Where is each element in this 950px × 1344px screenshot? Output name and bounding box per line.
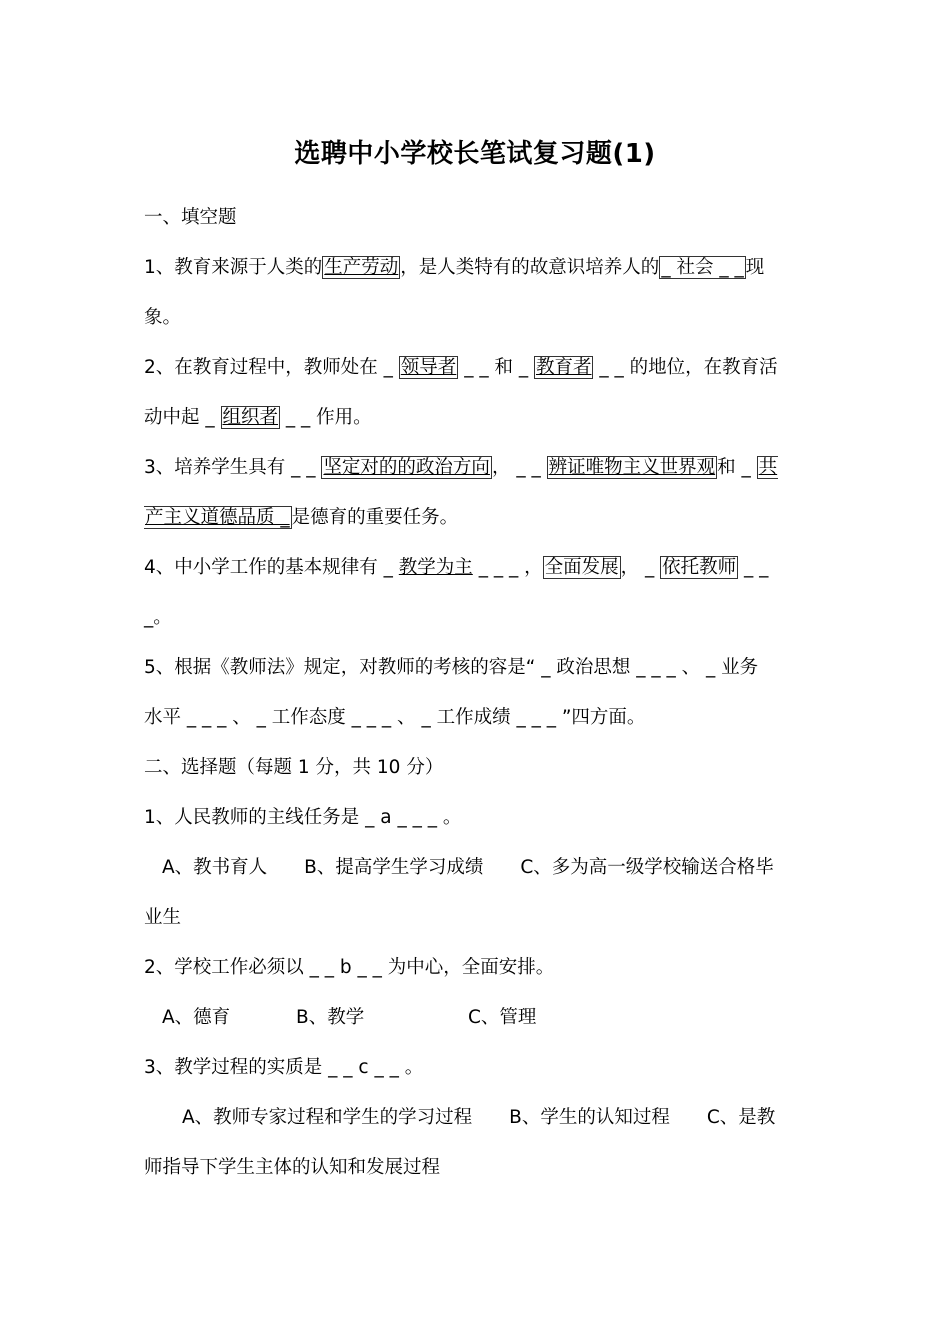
question-text: ，是人类特有的故意识培养人的 <box>400 257 660 278</box>
choice-question-1-stem: 1、人民教师的主线任务是 _ a _ _ _ 。 <box>144 807 462 828</box>
answer-box: 坚定对的的政治方向 <box>323 457 490 478</box>
answer-box: _ 社会 _ _ <box>661 257 744 278</box>
question-5-line-1: 5、根据《教师法》规定，对教师的考核的容是“ _ 政治思想 _ _ _ 、 _ 业务 <box>144 657 759 678</box>
question-text: _ _ <box>738 557 769 578</box>
answer-text: 教学为主 <box>398 557 473 578</box>
answer-box: 全面发展 <box>544 557 619 578</box>
answer-box: 共 <box>758 457 778 478</box>
question-text: 3、培养学生具有 _ _ <box>144 457 322 478</box>
document-title: 选聘中小学校长笔试复习题(1) <box>294 139 656 169</box>
question-text: 是德育的重要任务。 <box>291 507 459 528</box>
question-text: _ _ _ ， <box>472 557 543 578</box>
answer-box: 组织者 <box>222 407 279 428</box>
question-text: _ _ 作用。 <box>280 407 372 428</box>
choice-question-2-option-a: A、德育 <box>162 1007 231 1028</box>
question-text: 现 <box>745 257 765 278</box>
answer-box: 领导者 <box>400 357 457 378</box>
answer-box: 生产劳动 <box>324 257 399 278</box>
question-text: 2、在教育过程中，教师处在 _ <box>144 357 399 378</box>
section-heading-fill-in: 一、填空题 <box>144 207 237 228</box>
question-text: _ _ 的地位，在教育活 <box>593 357 778 378</box>
question-3-line-2 <box>144 504 458 532</box>
choice-question-1-options-cont: 业生 <box>144 907 182 928</box>
question-text: ， _ _ <box>491 457 547 478</box>
question-2-line-2 <box>144 404 372 432</box>
question-5-line-2: 水平 _ _ _ 、 _ 工作态度 _ _ _ 、 _ 工作成绩 _ _ _ ”四方面。 <box>144 707 646 728</box>
choice-question-2-option-b: B、教学 <box>296 1007 365 1028</box>
question-text: _ _ 和 _ <box>458 357 534 378</box>
choice-question-1-options: A、教书育人 B、提高学生学习成绩 C、多为高一级学校输送合格毕 <box>162 857 774 878</box>
question-3-line-1 <box>144 454 778 482</box>
question-4-line-2: _。 <box>144 607 172 628</box>
answer-box: 教育者 <box>535 357 592 378</box>
question-text: 1、教育来源于人类的 <box>144 257 323 278</box>
choice-question-3-options-cont: 师指导下学生主体的认知和发展过程 <box>144 1157 441 1178</box>
question-4-line-1 <box>144 554 768 582</box>
answer-box: 依托教师 <box>662 557 737 578</box>
question-1-line-2: 象。 <box>144 307 182 328</box>
choice-question-2-stem: 2、学校工作必须以 _ _ b _ _ 为中心，全面安排。 <box>144 957 555 978</box>
question-1-line-1 <box>144 254 764 282</box>
question-text: 和 _ <box>717 457 757 478</box>
answer-box: 产主义道德品质 _ <box>145 507 290 528</box>
question-text: 4、中小学工作的基本规律有 _ <box>144 557 399 578</box>
section-heading-multiple-choice: 二、选择题（每题 1 分，共 10 分） <box>144 757 444 778</box>
question-text: 动中起 _ <box>144 407 221 428</box>
question-text: ， _ <box>620 557 661 578</box>
answer-box: 辨证唯物主义世界观 <box>548 457 716 478</box>
choice-question-2-option-c: C、管理 <box>468 1007 537 1028</box>
question-2-line-1 <box>144 354 778 382</box>
choice-question-3-options: A、教师专家过程和学生的学习过程 B、学生的认知过程 C、是教 <box>182 1107 776 1128</box>
choice-question-3-stem: 3、教学过程的实质是 _ _ c _ _ 。 <box>144 1057 424 1078</box>
